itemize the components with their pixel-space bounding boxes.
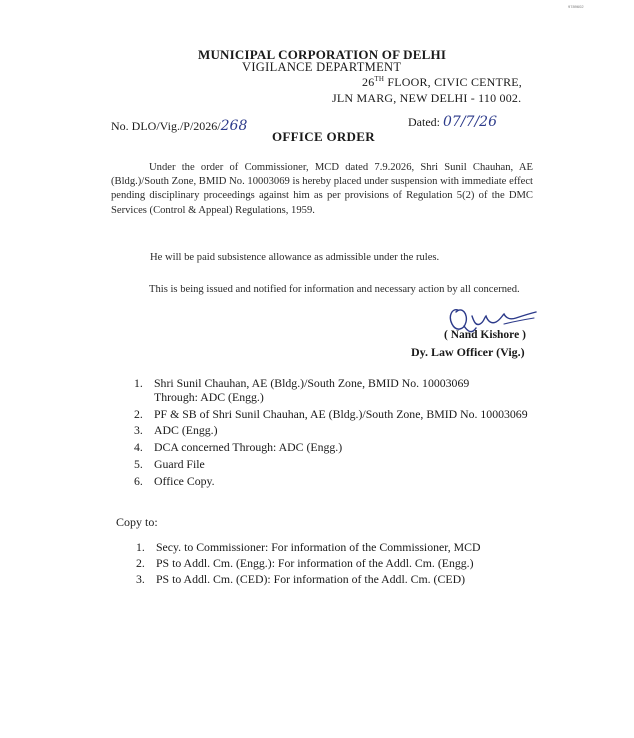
signatory-designation: Dy. Law Officer (Vig.) [411, 345, 525, 359]
signatory-name: ( Nand Kishore ) [444, 329, 526, 341]
dated-label: Dated: [408, 115, 440, 129]
list-text: Office Copy. [154, 474, 215, 488]
list-number: 2. [134, 407, 143, 421]
body-paragraph-2: He will be paid subsistence allowance as admissible under the rules. [150, 252, 440, 263]
list-number: 3. [136, 572, 145, 586]
list-number: 2. [136, 556, 145, 570]
reference-handwritten-number: 268 [220, 118, 248, 134]
list-number: 6. [134, 474, 143, 488]
list-item [134, 423, 534, 437]
list-number: 4. [134, 440, 143, 454]
list-text: DCA concerned Through: ADC (Engg.) [154, 440, 343, 454]
list-number: 3. [134, 423, 143, 437]
organization-name: MUNICIPAL CORPORATION OF DELHI [198, 47, 447, 62]
floor-suffix: TH [374, 75, 385, 83]
copy-to-label: Copy to: [116, 515, 158, 529]
reference-number [111, 118, 247, 134]
document-title: OFFICE ORDER [272, 129, 375, 144]
list-number: 1. [136, 540, 145, 554]
list-text: ADC (Engg.) [154, 423, 218, 437]
copy-to-list [136, 540, 536, 588]
address-line-2: JLN MARG, NEW DELHI - 110 002. [332, 91, 522, 105]
list-subtext: Through: ADC (Engg.) [154, 390, 264, 404]
list-item [134, 390, 534, 404]
list-item [136, 572, 536, 586]
list-item [134, 376, 534, 390]
list-text: PF & SB of Shri Sunil Chauhan, AE (Bldg.)/South Zone, BMID No. 10003069 [154, 407, 528, 421]
floor-number: 26 [362, 75, 375, 89]
list-text: Guard File [154, 457, 205, 471]
list-item [134, 457, 534, 471]
address-line-1 [362, 75, 522, 90]
department-name: VIGILANCE DEPARTMENT [242, 60, 402, 74]
dated-handwritten-value: 07/7/26 [443, 114, 497, 130]
list-item [136, 556, 536, 570]
list-item [136, 540, 536, 554]
list-item [134, 407, 534, 421]
corner-mark: 9789602 [568, 4, 584, 9]
list-text: PS to Addl. Cm. (CED): For information of the Addl. Cm. (CED) [156, 572, 466, 586]
reference-label: No. DLO/Vig./P/2026/ [111, 119, 221, 133]
date-line [408, 114, 497, 130]
distribution-list [134, 376, 534, 491]
list-number: 5. [134, 457, 143, 471]
list-text: PS to Addl. Cm. (Engg.): For information of the Addl. Cm. (Engg.) [156, 556, 474, 570]
list-text: Secy. to Commissioner: For information of the Commissioner, MCD [156, 540, 481, 554]
floor-rest: FLOOR, CIVIC CENTRE, [384, 75, 523, 89]
body-paragraph-3: This is being issued and notified for information and necessary action by all concerned. [149, 284, 520, 295]
list-number: 1. [134, 376, 143, 390]
list-item [134, 440, 534, 454]
list-text: Shri Sunil Chauhan, AE (Bldg.)/South Zone, BMID No. 10003069 [154, 376, 470, 390]
list-item [134, 474, 534, 488]
body-paragraph-1: Under the order of Commissioner, MCD dated 7.9.2026, Shri Sunil Chauhan, AE (Bldg.)/South Zone, BMID No. 10003069 is hereby placed under suspension with immediate effect pending disciplinary proceedings against him as per provisions of Regulation 5(2) of the DMC Services (Control & Appeal) Regulations, 1959. [111, 162, 533, 216]
